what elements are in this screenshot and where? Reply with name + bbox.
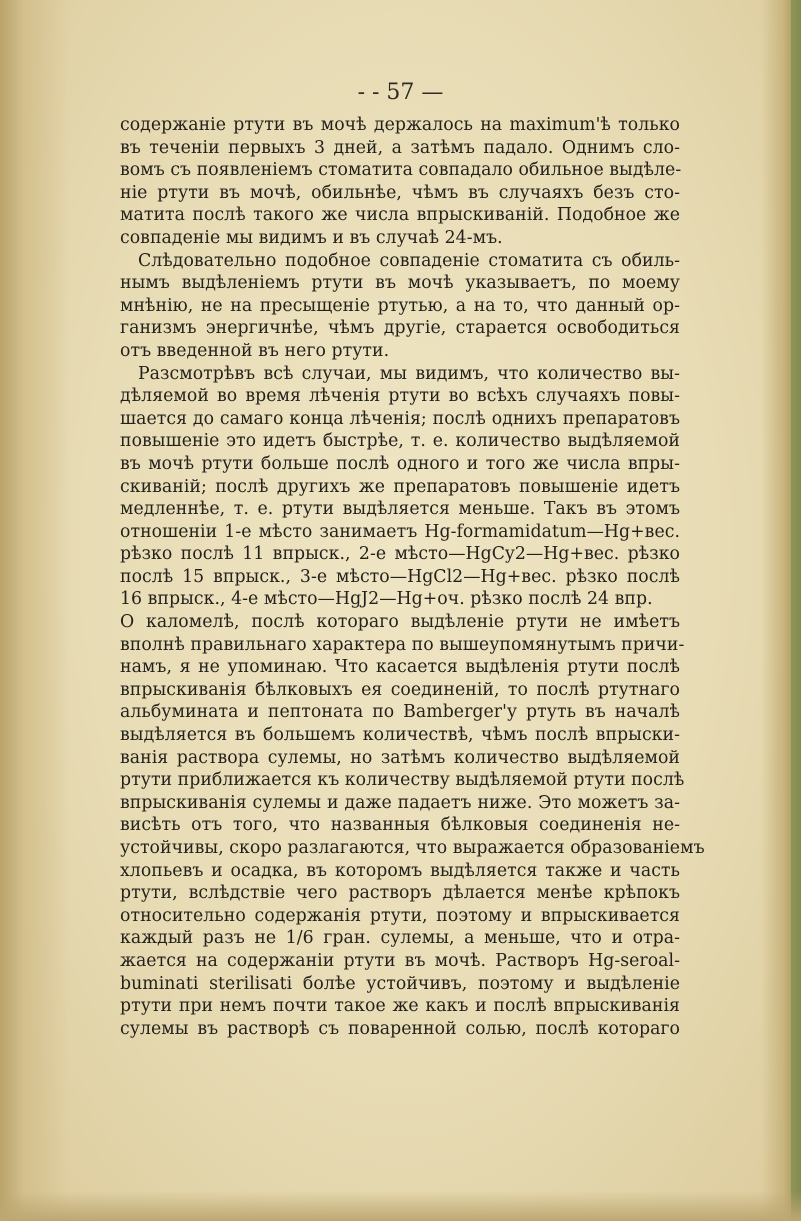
text-line: Слѣдовательно подобное совпаденіе стоматита съ обиль- [138,250,680,271]
text-line: шается до самаго конца лѣченія; послѣ однихъ препаратовъ [120,408,680,429]
text-line: матита послѣ такого же числа впрыскиваній. Подобное же [120,205,680,226]
text-line: устойчивы, скоро разлагаются, что выражается образованіемъ [120,838,705,858]
text-line: ванія раствора сулемы, но затѣмъ количество выдѣляемой [120,747,680,768]
text-line: вомъ съ появленіемъ стоматита совпадало обильное выдѣле- [120,160,682,181]
text-line: совпаденіе мы видимъ и въ случаѣ 24-мъ. [120,227,503,248]
text-line: повышеніе это идетъ быстрѣе, т. е. количество выдѣляемой [120,431,680,452]
text-line: 16 впрыск., 4-е мѣсто—HgJ2—Hg+оч. рѣзко послѣ 24 впр. [120,589,653,610]
text-line: сулемы въ растворѣ съ поваренной солью, послѣ котораго [120,1018,680,1039]
text-line: содержаніе ртути въ мочѣ держалось на maximum'ѣ только [120,115,680,135]
text-line: ганизмъ энергичнѣе, чѣмъ другіе, старается освободиться [120,318,680,339]
text-line: Разсмотрѣвъ всѣ случаи, мы видимъ, что количество вы- [138,363,680,384]
text-line: послѣ 15 впрыск., 3-е мѣсто—HgCl2—Hg+вес. рѣзко послѣ [120,566,680,587]
text-line: скиваній; послѣ другихъ же препаратовъ повышеніе идетъ [120,476,680,497]
text-line: buminati sterilisati болѣе устойчивъ, поэтому и выдѣленіе [120,973,680,994]
text-line: выдѣляется въ большемъ количествѣ, чѣмъ послѣ впрыски- [120,725,680,746]
text-line: отъ введенной въ него ртути. [120,340,390,361]
text-line: отношеніи 1-е мѣсто занимаетъ Hg-formamidatum—Hg+вес. [120,521,680,542]
text-line: альбумината и пептоната по Bamberger'у ртуть въ началѣ [120,702,680,723]
text-line: О каломелѣ, послѣ котораго выдѣленіе ртути не имѣетъ [120,612,680,633]
text-line: нымъ выдѣленіемъ ртути въ мочѣ указываетъ, по моему [120,273,680,294]
text-line: висѣть отъ того, что названныя бѣлковыя соединенія не- [120,815,680,836]
text-line: впрыскиванія сулемы и даже падаетъ ниже. Это можетъ за- [120,792,680,813]
page-number: - - 57 — [357,80,444,105]
text-line: ртути приближается къ количеству выдѣляемой ртути послѣ [120,770,685,791]
text-line: хлопьевъ и осадка, въ которомъ выдѣляется также и часть [120,860,680,881]
text-line: ніе ртути въ мочѣ, обильнѣе, чѣмъ въ случаяхъ безъ сто- [120,182,680,203]
text-line: впрыскиванія бѣлковыхъ ея соединеній, то послѣ ртутнаго [120,679,680,700]
text-line: ртути, вслѣдствіе чего растворъ дѣлается менѣе крѣпокъ [120,883,680,904]
text-line: каждый разъ не 1/6 гран. сулемы, а меньше, что и отра- [120,928,680,949]
page-gutter-shadow [0,0,70,1221]
text-line: вполнѣ правильнаго характера по вышеупомянутымъ причи- [120,634,685,655]
body-text [120,114,705,1040]
text-line: медленнѣе, т. е. ртути выдѣляется меньше. Такъ въ этомъ [120,499,680,520]
text-line: рѣзко послѣ 11 впрыск., 2-е мѣсто—HgCy2—Hg+вес. рѣзко [120,544,680,565]
text-line: въ теченіи первыхъ 3 дней, а затѣмъ падало. Однимъ сло- [120,137,680,158]
page-edge-strip [791,0,801,1221]
text-line: относительно содержанія ртути, поэтому и впрыскивается [120,905,680,926]
text-line: въ мочѣ ртути больше послѣ одного и того же числа впры- [120,453,680,474]
text-line: дѣляемой во время лѣченія ртути во всѣхъ случаяхъ повы- [120,386,680,407]
text-line: ртути при немъ почти такое же какъ и послѣ впрыскиванія [120,996,680,1017]
text-line: жается на содержаніи ртути въ мочѣ. Растворъ Hg-seroal- [120,950,680,971]
text-line: мнѣнію, не на пресыщеніе ртутью, а на то, что данный ор- [120,295,680,316]
text-line: намъ, я не упоминаю. Что касается выдѣленія ртути послѣ [120,657,680,678]
page-bottom-shadow [0,1191,801,1221]
